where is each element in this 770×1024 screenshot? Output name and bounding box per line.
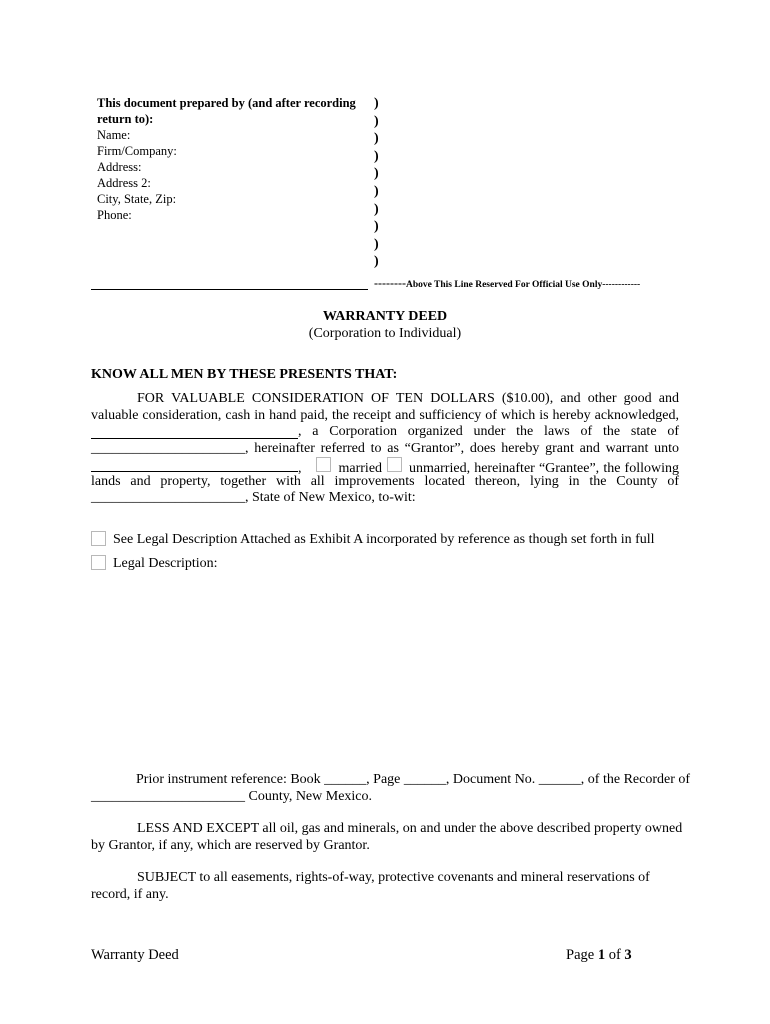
preparer-firm-label: Firm/Company: xyxy=(97,144,177,158)
page-indicator xyxy=(566,947,632,964)
paren: ) xyxy=(374,96,379,111)
paren: ) xyxy=(374,131,379,147)
body-line-3-text: , a Corporation organized under the laws of the state of xyxy=(298,424,679,439)
unmarried-checkbox[interactable] xyxy=(387,457,402,472)
of-label: of xyxy=(608,947,621,963)
official-use-text: Above This Line Reserved For Official Use Only xyxy=(405,280,603,290)
less-except-line-2: by Grantor, if any, which are reserved by Grantor. xyxy=(91,838,370,853)
body-line-1: FOR VALUABLE CONSIDERATION OF TEN DOLLARS ($10.00), and other good and xyxy=(137,391,679,406)
official-dashes-right: ------------ xyxy=(602,280,641,290)
body-line-5-text: unmarried, hereinafter “Grantee”, the following xyxy=(409,461,679,476)
preparer-heading-line1: This document prepared by (and after recording xyxy=(97,96,356,110)
recording-divider-line xyxy=(91,289,368,290)
prior-instrument-line-2: ______________________ County, New Mexico. xyxy=(91,789,373,804)
county-blank[interactable]: ______________________ xyxy=(91,490,245,505)
less-except-line-1: LESS AND EXCEPT all oil, gas and minerals, on and under the above described property owned xyxy=(137,821,683,836)
grantee-name-blank[interactable] xyxy=(91,457,298,472)
preparer-name-label: Name: xyxy=(97,128,131,142)
paren: ) xyxy=(374,113,379,129)
exhibit-checkbox[interactable] xyxy=(91,531,106,546)
paren: ) xyxy=(374,148,379,164)
body-line-5-comma: , xyxy=(298,461,302,476)
paren: ) xyxy=(374,166,379,182)
corporation-name-blank[interactable] xyxy=(91,424,298,439)
married-label: married xyxy=(338,461,383,476)
page-number: 1 xyxy=(597,947,606,963)
paren: ) xyxy=(374,236,379,252)
document-subtitle: (Corporation to Individual) xyxy=(308,326,462,341)
paren: ) xyxy=(374,254,379,270)
page-total: 3 xyxy=(624,947,632,963)
preparer-address-label: Address: xyxy=(97,160,142,174)
paren-column xyxy=(374,95,379,271)
document-title: WARRANTY DEED xyxy=(322,309,448,324)
body-line-2: valuable consideration, cash in hand paid, the receipt and sufficiency of which is hereby acknowledged, xyxy=(91,408,679,423)
paren: ) xyxy=(374,183,379,199)
body-line-4 xyxy=(91,441,679,458)
legal-description-checkbox[interactable] xyxy=(91,555,106,570)
official-dashes-left: -------- xyxy=(374,276,406,290)
paren: ) xyxy=(374,219,379,235)
page-label: Page xyxy=(566,947,595,963)
subject-line-1: SUBJECT to all easements, rights-of-way, protective covenants and mineral reservations of xyxy=(137,870,650,885)
body-line-7 xyxy=(91,490,679,507)
body-line-6: lands and property, together with all improvements located thereon, lying in the County of xyxy=(91,474,679,489)
preparer-heading-line2: return to): xyxy=(97,112,154,126)
subject-line-2: record, if any. xyxy=(91,887,169,902)
preparer-block xyxy=(97,95,367,223)
preparer-address2-label: Address 2: xyxy=(97,176,151,190)
state-blank[interactable]: ______________________ xyxy=(91,441,245,456)
body-line-4-text: , hereinafter referred to as “Grantor”, does hereby grant and warrant unto xyxy=(245,441,679,456)
preparer-city-label: City, State, Zip: xyxy=(97,192,177,206)
preparer-phone-label: Phone: xyxy=(97,208,132,222)
know-all-heading: KNOW ALL MEN BY THESE PRESENTS THAT: xyxy=(91,367,398,382)
exhibit-option xyxy=(91,531,655,548)
prior-instrument-line-1: Prior instrument reference: Book ______, Page ______, Document No. ______, of the Recorder of xyxy=(136,772,691,787)
footer-title: Warranty Deed xyxy=(91,947,179,963)
official-use-line xyxy=(374,276,640,291)
married-checkbox[interactable] xyxy=(316,457,331,472)
exhibit-option-label: See Legal Description Attached as Exhibit A incorporated by reference as though set forth in full xyxy=(113,532,655,547)
legal-description-label: Legal Description: xyxy=(113,556,218,571)
legal-description-option xyxy=(91,555,218,572)
body-line-7-text: , State of New Mexico, to-wit: xyxy=(245,490,416,505)
paren: ) xyxy=(374,201,379,217)
body-line-3 xyxy=(91,424,679,441)
